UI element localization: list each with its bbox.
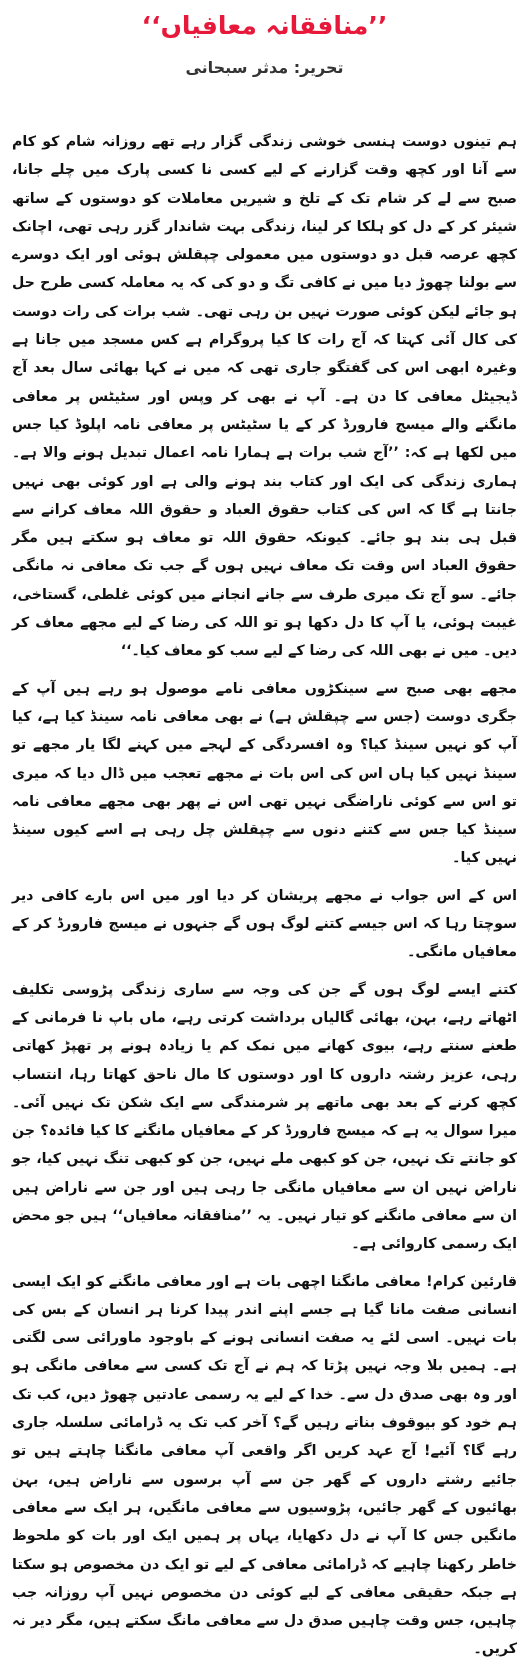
article-paragraph: کتنے ایسے لوگ ہوں گے جن کی وجہ سے ساری زندگی پڑوسی تکلیف اٹھاتے رہے، بہن، بھائی گالیاں برداشت کرتی رہے، ماں باپ نا فرمانی کے طعنے سنتے رہے، بیوی کھانے میں نمک کم یا زیادہ ہونے پر تھپڑ کھاتی رہی، عزیز رشتہ داروں کا اور دوستوں کا مال ناحق کھاتا رہا، انتساب کچھ کرنے کے بعد بھی ماتھے پر شرمندگی سے ایک شکن تک نہیں آئی۔ میرا سوال یہ ہے کہ میسج فارورڈ کر کے معافیاں مانگنے کا کیا فائدہ؟ جن کو جانتے تک نہیں، جن کو کبھی ملے نہیں، جن کو کبھی تنگ نہیں کیا، جو ناراض نہیں ان سے معافیاں مانگی جا رہی ہیں اور جن سے ناراض ہیں ان سے معافی مانگنے کو تیار نہیں۔ یہ ’’منافقانہ معافیاں‘‘ ہیں جو محض ایک رسمی کاروائی ہے۔	[12, 981, 517, 1253]
article-body	[12, 128, 517, 1673]
article-paragraph: ہم تینوں دوست ہنسی خوشی زندگی گزار رہے تھے روزانہ شام کو کام سے آنا اور کچھ وقت گزارنے کے لیے کسی نا کسی پارک میں چلے جانا، صبح سے لے کر شام تک کے تلخ و شیریں معاملات کو دوستوں کے ساتھ شیئر کر کے دل کو ہلکا کر لینا، زندگی بہت شاندار گزر رہی تھی، اچانک کچھ عرصہ قبل دو دوستوں میں معمولی چپقلش ہوئی اور ایک دوسرے سے بولنا چھوڑ دیا میں نے کافی تگ و دو کی کہ یہ معاملہ کسی طرح حل ہو جائے لیکن کوئی صورت نہیں بن رہی تھی۔ شب برات کی رات دوست کی کال آئی کہتا کہ آج رات کا کیا پروگرام ہے کس مسجد میں جانا ہے وغیرہ ابھی اس کی گفتگو جاری تھی کہ میں نے کہا بھائی سال بعد آج ڈیجیٹل معافی کا دن ہے۔ آپ نے بھی کر وپس اور سٹیٹس پر معافی مانگنے والے میسج فارورڈ کر کے یا سٹیٹس پر معافی نامہ اپلوڈ کیا جس میں لکھا ہے کہ: ’’آج شب برات ہے ہمارا نامہ اعمال تبدیل ہونے والا ہے۔ ہماری زندگی کی ایک اور کتاب بند ہونے والی ہے اور کوئی بھی نہیں جانتا ہے گا کہ اس کی کتاب حقوق العباد و حقوق اللہ معاف کرانے سے قبل ہی بند ہو جائے۔ کیونکہ حقوق اللہ تو معاف ہو سکتے ہیں مگر حقوق العباد اس وقت تک معاف نہیں ہوں گے جب تک معافی نہ مانگی جائے۔ سو آج تک میری طرف سے جانے انجانے میں کوئی غلطی، گستاخی، غیبت ہوئی، یا آپ کا دل دکھا ہو تو اللہ کی رضا کے لیے مجھے معاف کر دیں۔ میں نے بھی اللہ کی رضا کے لیے سب کو معاف کیا۔‘‘	[12, 134, 517, 660]
article-title: ’’منافقانہ معافیاں‘‘	[141, 11, 388, 40]
article-paragraph: اس کے اس جواب نے مجھے پریشان کر دیا اور میں اس بارے کافی دیر سوچتا رہا کہ اس جیسے کتنے لوگ ہوں گے جنہوں نے میسج فارورڈ کر کے معافیاں مانگی۔	[12, 887, 517, 961]
article-paragraph: مجھے بھی صبح سے سینکڑوں معافی نامے موصول ہو رہے ہیں آپ کے جگری دوست (جس سے چپقلش ہے) نے بھی معافی نامہ سینڈ کیا ہے، کیا آپ کو نہیں سینڈ کیا؟ وہ افسردگی کے لہجے میں کہنے لگا یار مجھے تو سینڈ نہیں کیا ہاں اس کی اس بات نے مجھے تعجب میں ڈال دیا کہ میری تو اس سے کوئی ناراضگی نہیں تھی اس نے پھر بھی مجھے معافی نامہ سینڈ کیا جس سے کتنے دنوں سے چپقلش چل رہی ہے اسے کیوں سینڈ نہیں کیا۔	[12, 680, 517, 867]
article-paragraph: قارئین کرام! معافی مانگنا اچھی بات ہے اور معافی مانگنے کو ایک ایسی انسانی صفت مانا گیا ہے جسے اپنے اندر پیدا کرنا ہر انسان کے بس کی بات نہیں۔ اسی لئے یہ صفت انسانی ہونے کے باوجود ماورائی سی لگتی ہے۔ ہمیں بلا وجہ نہیں پڑتا کہ ہم نے آج تک کسی سے معافی مانگی ہو اور وہ بھی صدق دل سے۔ خدا کے لیے یہ رسمی عادتیں چھوڑ دیں، کب تک ہم خود کو بیوقوف بناتے رہیں گے؟ آخر کب تک یہ ڈرامائی سلسلہ جاری رہے گا؟ آئیے! آج عہد کریں اگر واقعی آپ معافی مانگنا چاہتے ہیں تو جائیے رشتے داروں کے گھر جن سے آپ برسوں سے ناراض ہیں، بہن بھائیوں کے گھر جائیں، پڑوسیوں سے معافی مانگیں، ہر ایک سے معافی مانگیں جس کا آپ نے دل دکھایا، یہاں پر ہمیں ایک اور بات کو ملحوظ خاطر رکھنا چاہیے کہ ڈرامائی معافی کے لیے تو ایک دن مخصوص ہو سکتا ہے جبکہ حقیقی معافی کے لیے کوئی دن مخصوص نہیں آپ روزانہ جب چاہیں، جس وقت چاہیں صدق دل سے معافی مانگ سکتے ہیں، مگر دیر نہ کریں۔	[12, 1273, 517, 1658]
article-byline: تحریر: مدثر سبحانی	[185, 58, 344, 77]
